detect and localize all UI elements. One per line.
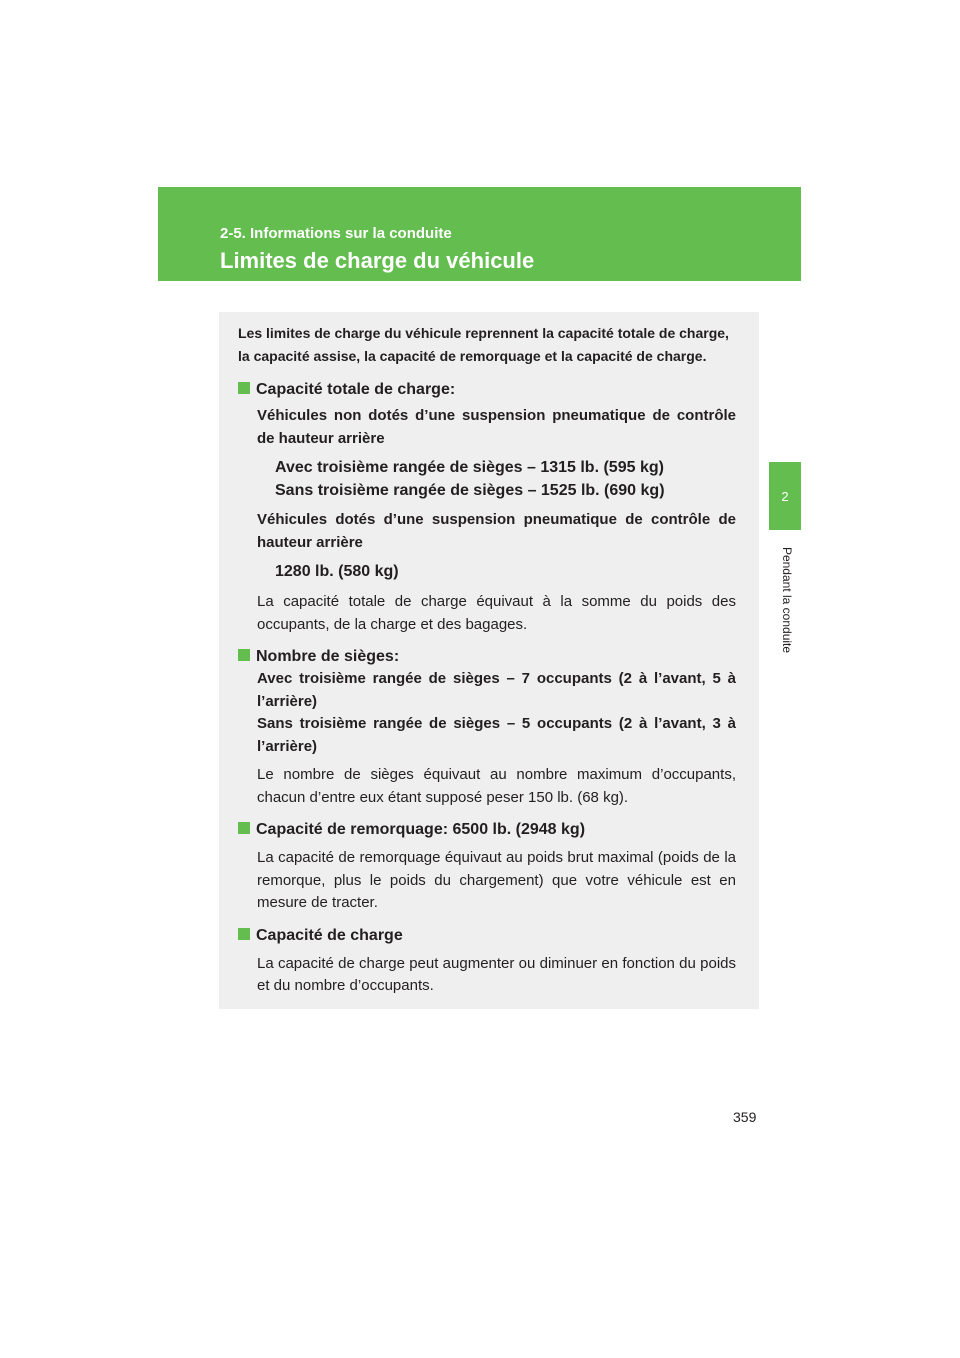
seating-without-third-row: Sans troisième rangée de sièges – 5 occupants (2 à l’avant, 3 à l’arrière) <box>257 715 736 755</box>
section-heading-text: Capacité de charge <box>256 926 403 944</box>
bullet-square-icon <box>238 822 250 834</box>
section-body: La capacité de charge peut augmenter ou diminuer en fonction du poids et du nombre d’occupants. <box>257 954 736 994</box>
info-content <box>238 322 736 998</box>
section-heading-text: Nombre de sièges: <box>256 648 400 665</box>
section-heading-text: Capacité totale de charge: <box>256 381 456 398</box>
section-total-load <box>238 378 736 636</box>
section-seating <box>238 645 736 809</box>
value-without-third-row: Sans troisième rangée de sièges – 1525 lb. (690 kg) <box>275 482 665 499</box>
page-number: 359 <box>733 1109 757 1125</box>
chapter-tab-label: Pendant la conduite <box>780 546 794 654</box>
intro-text: Les limites de charge du véhicule reprennent la capacité totale de charge, la capacité assise, la capacité de remorquage et la capacité de charge. <box>238 325 729 364</box>
bullet-square-icon <box>238 382 250 394</box>
seating-with-third-row: Avec troisième rangée de sièges – 7 occupants (2 à l’avant, 5 à l’arrière) <box>257 670 736 710</box>
subheading-air-suspension: Véhicules dotés d’une suspension pneumatique de contrôle de hauteur arrière <box>257 511 736 551</box>
chapter-tab-number: 2 <box>769 462 801 530</box>
section-heading <box>238 378 736 401</box>
subheading-no-air-suspension: Véhicules non dotés d’une suspension pneumatique de contrôle de hauteur arrière <box>257 407 736 447</box>
section-heading-text: Capacité de remorquage: 6500 lb. (2948 kg) <box>256 821 586 838</box>
section-label: 2-5. Informations sur la conduite <box>220 225 452 242</box>
value-with-third-row: Avec troisième rangée de sièges – 1315 lb. (595 kg) <box>275 459 664 476</box>
info-panel <box>219 312 759 1009</box>
chapter-header <box>158 187 801 281</box>
page-title: Limites de charge du véhicule <box>220 248 535 273</box>
bullet-square-icon <box>238 649 250 661</box>
section-body: Le nombre de sièges équivaut au nombre maximum d’occupants, chacun d’entre eux étant supposé peser 150 lb. (68 kg). <box>257 766 736 806</box>
section-heading <box>238 924 736 947</box>
value-air-suspension: 1280 lb. (580 kg) <box>275 563 399 580</box>
section-towing <box>238 818 736 915</box>
bullet-square-icon <box>238 928 250 940</box>
section-body: La capacité de remorquage équivaut au poids brut maximal (poids de la remorque, plus le poids du chargement) que votre véhicule est en mesure de tracter. <box>257 849 736 911</box>
section-heading <box>238 818 736 841</box>
section-body: La capacité totale de charge équivaut à la somme du poids des occupants, de la charge et des bagages. <box>257 593 736 633</box>
section-cargo <box>238 924 736 998</box>
section-heading <box>238 645 736 668</box>
